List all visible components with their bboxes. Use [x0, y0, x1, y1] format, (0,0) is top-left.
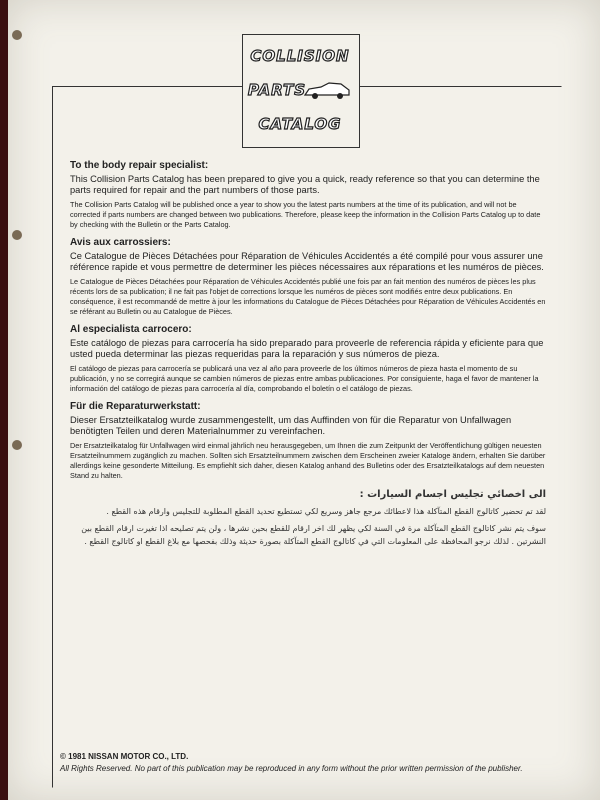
binding-hole [12, 30, 22, 40]
section-english [70, 160, 546, 230]
section-body: Le Catalogue de Pièces Détachées pour Réparation de Véhicules Accidentés publié une fois par an fait mention des numéros de pièces les plus récents lors de sa publication; il ne fait pas l'objet de corrections lorsque les numéros de pièces sont modifiés entre deux publications. En conséquence, il est recommandé de mettre à jour les informations du Catalogue de Pièces Détachées pour Réparation de Véhicules Accidentés en se référant au Bulletin ou au Catalogue de Pièces. [70, 277, 546, 316]
collision-parts-catalog-logo [242, 34, 360, 148]
logo-line-parts: PARTS [247, 81, 307, 99]
section-heading: الى اخصائي تجليس اجسام السيارات : [359, 489, 546, 500]
copyright-line: © 1981 NISSAN MOTOR CO., LTD. [60, 752, 189, 761]
section-spanish [70, 324, 546, 394]
section-heading: Al especialista carrocero: [70, 324, 192, 335]
intro-text [70, 160, 546, 555]
rights-reserved-text: All Rights Reserved. No part of this publication may be reproduced in any form without the prior written permission of the publisher. [60, 764, 523, 773]
logo-line-collision: COLLISION [250, 47, 350, 65]
logo-line-catalog: CATALOG [258, 115, 342, 133]
section-german [70, 401, 546, 481]
car-icon [303, 81, 351, 101]
section-body: El catálogo de piezas para carrocería se publicará una vez al año para proveerle de los últimos números de pieza hasta el momento de su publicación, y no se corregirá aunque se cambien números de piezas entre ambas publicaciones. Por consiguiente, haga el favor de mantener la información del catálogo de piezas para carrocería al día, comprobando el boletín o el catálogo de piezas. [70, 364, 539, 393]
section-lead: Este catálogo de piezas para carrocería ha sido preparado para proveerle de referencia rápida y eficiente para que usted pueda determinar las piezas requeridas para la reparación y sus números de pieza. [70, 338, 544, 359]
copyright-notice [60, 752, 540, 774]
section-heading: Avis aux carrossiers: [70, 237, 171, 248]
binding-hole [12, 440, 22, 450]
section-lead: Dieser Ersatzteilkatalog wurde zusammengestellt, um das Auffinden von für die Reparatur von Unfallwagen benötigten Teilen und deren Materialnummer zu vereinfachen. [70, 415, 512, 436]
section-lead: لقد تم تحضير كاتالوج القطع المتآكلة هذا لاعطائك مرجع جاهز وسريع لكي تستطيع تحديد القطع المطلوبة للتجليس وارقام هذه القطع . [106, 507, 546, 516]
section-lead: This Collision Parts Catalog has been prepared to give you a quick, ready reference so that you can determine the parts required for repair and the part numbers of those parts. [70, 174, 540, 195]
section-body: Der Ersatzteilkatalog für Unfallwagen wird einmal jährlich neu herausgegeben, um Ihnen die zum Zeitpunkt der Veröffentlichung gültigen neuesten Ersatzteilnummern zugänglich zu machen. Sollten sich Ersatzteilnummern zwischen dem Erscheinen zweier Kataloge ändern, erhalten Sie darüber allerdings keine gesonderte Mitteilung. Es empfiehlt sich daher, diesen Katalog anhand des Bulletins oder des Ersatzteilkatalogs auf dem neuesten Stand zu halten. [70, 441, 546, 480]
binding-hole [12, 230, 22, 240]
section-heading: To the body repair specialist: [70, 160, 209, 171]
section-body: The Collision Parts Catalog will be published once a year to show you the latest parts numbers at the time of its publication, and will not be corrected if parts numbers are changed between two publications. Therefore, please keep the information in the Collision Parts Catalog up to date by checking with the Bulletin or the Parts Catalog. [70, 200, 541, 229]
section-lead: Ce Catalogue de Pièces Détachées pour Réparation de Véhicules Accidentés a été compilé pour vous assurer une référence rapide et vous permettre de determiner les pièces nécessaires aux réparations et les numéros de pièces. [70, 251, 544, 272]
section-body: سوف يتم نشر كاتالوج القطع المتآكلة مرة في السنة لكي يظهر لك اخر ارقام للقطع بحين نشرها ، ولن يتم تصليحه اذا تغيرت ارقام القطع بين النشرتين . لذلك نرجو المحافظة على المعلومات التي في كاتالوج القطع المتآكلة بصورة حديثة وذلك بفحصها مع بلاغ القطع او كاتالوج القطع . [81, 524, 546, 546]
section-heading: Für die Reparaturwerkstatt: [70, 401, 201, 412]
section-french [70, 237, 546, 317]
section-arabic [70, 488, 546, 548]
